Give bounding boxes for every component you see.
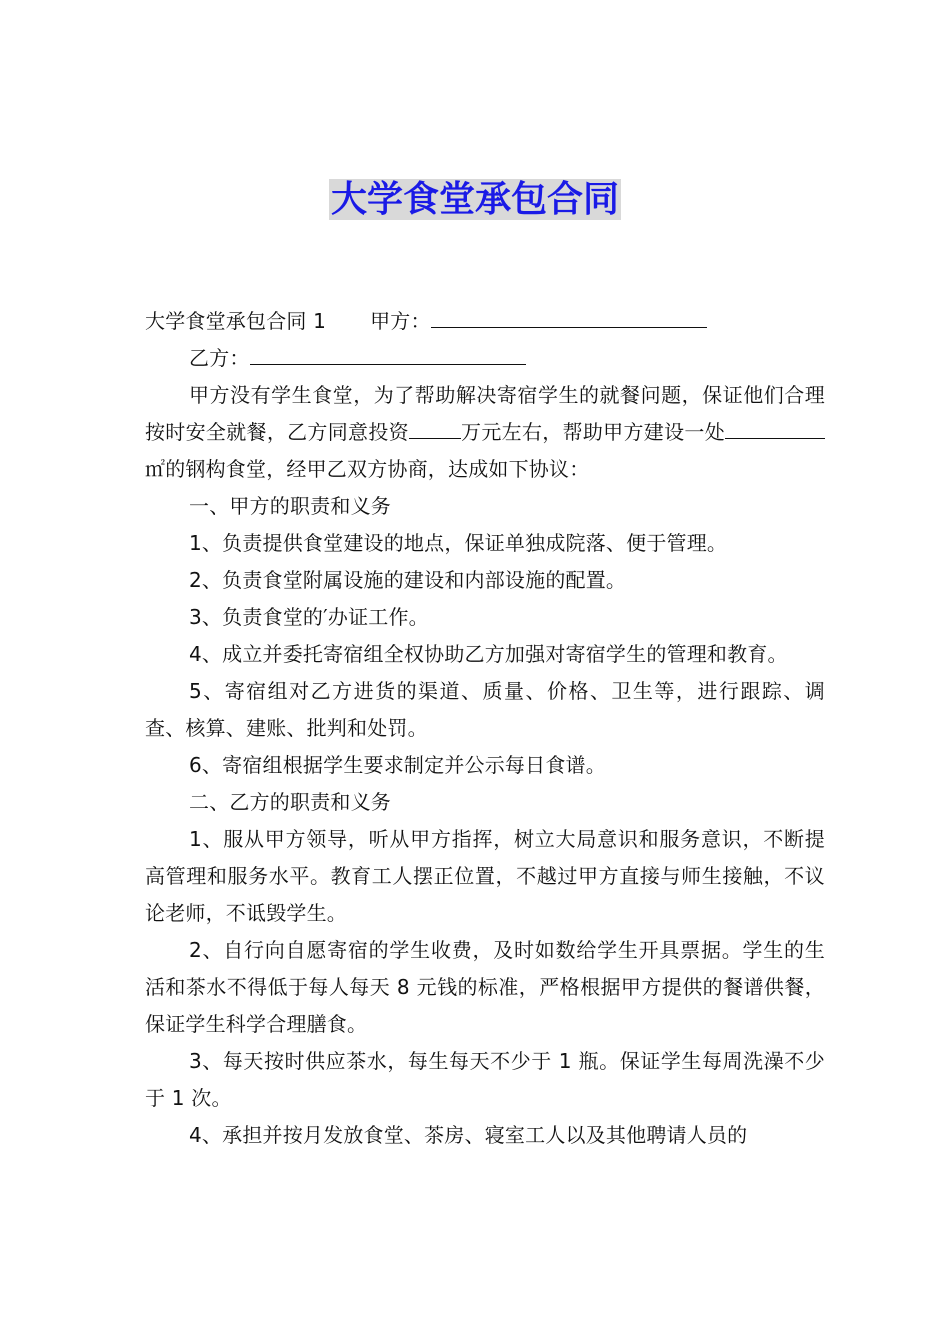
contract-name: 大学食堂承包合同 1 bbox=[145, 309, 327, 333]
party-b-blank bbox=[250, 342, 526, 365]
section1-item: 4、成立并委托寄宿组全权协助乙方加强对寄宿学生的管理和教育。 bbox=[189, 642, 788, 666]
section2-item: 1、服从甲方领导，听从甲方指挥，树立大局意识和服务意识，不断提高管理和服务水平。教育工人摆正位置，不越过甲方直接与师生接触，不议论老师，不诋毁学生。 bbox=[145, 827, 825, 925]
intro-part2: 万元左右，帮助甲方建设一处 bbox=[460, 420, 725, 444]
section1-item: 5、寄宿组对乙方进货的渠道、质量、价格、卫生等，进行跟踪、调查、核算、建账、批判和处罚。 bbox=[145, 679, 825, 740]
intro-paragraph bbox=[145, 377, 825, 488]
section2-item: 2、自行向自愿寄宿的学生收费，及时如数给学生开具票据。学生的生活和茶水不得低于每人每天 8 元钱的标准，严格根据甲方提供的餐谱供餐，保证学生科学合理膳食。 bbox=[145, 938, 825, 1036]
intro-part3: ㎡的钢构食堂，经甲乙双方协商，达成如下协议： bbox=[145, 457, 590, 481]
investment-blank bbox=[409, 416, 461, 439]
document-title bbox=[0, 176, 950, 224]
party-b-line bbox=[145, 340, 825, 377]
section1-item: 1、负责提供食堂建设的地点，保证单独成院落、便于管理。 bbox=[189, 531, 728, 555]
title-text: 大学食堂承包合同 bbox=[330, 179, 619, 220]
party-a-label: 甲方： bbox=[370, 309, 431, 333]
document-body bbox=[145, 303, 825, 1154]
party-a-line bbox=[145, 303, 825, 340]
section1-item: 3、负责食堂的′办证工作。 bbox=[189, 605, 429, 629]
section1-item: 2、负责食堂附属设施的建设和内部设施的配置。 bbox=[189, 568, 627, 592]
section2-heading: 二、乙方的职责和义务 bbox=[189, 790, 391, 814]
section2-item: 4、承担并按月发放食堂、茶房、寝室工人以及其他聘请人员的 bbox=[189, 1123, 748, 1147]
section2-item: 3、每天按时供应茶水，每生每天不少于 1 瓶。保证学生每周洗澡不少于 1 次。 bbox=[145, 1049, 825, 1110]
section1-heading: 一、甲方的职责和义务 bbox=[189, 494, 391, 518]
party-a-blank bbox=[431, 305, 707, 328]
area-blank bbox=[725, 416, 825, 439]
section1-item: 6、寄宿组根据学生要求制定并公示每日食谱。 bbox=[189, 753, 606, 777]
party-b-label: 乙方： bbox=[189, 346, 250, 370]
intro-part1: 甲方没有学生食堂，为了帮助解决寄宿学生的就餐问题，保证他们合理按时安全就餐，乙方同意投资 bbox=[145, 383, 825, 444]
